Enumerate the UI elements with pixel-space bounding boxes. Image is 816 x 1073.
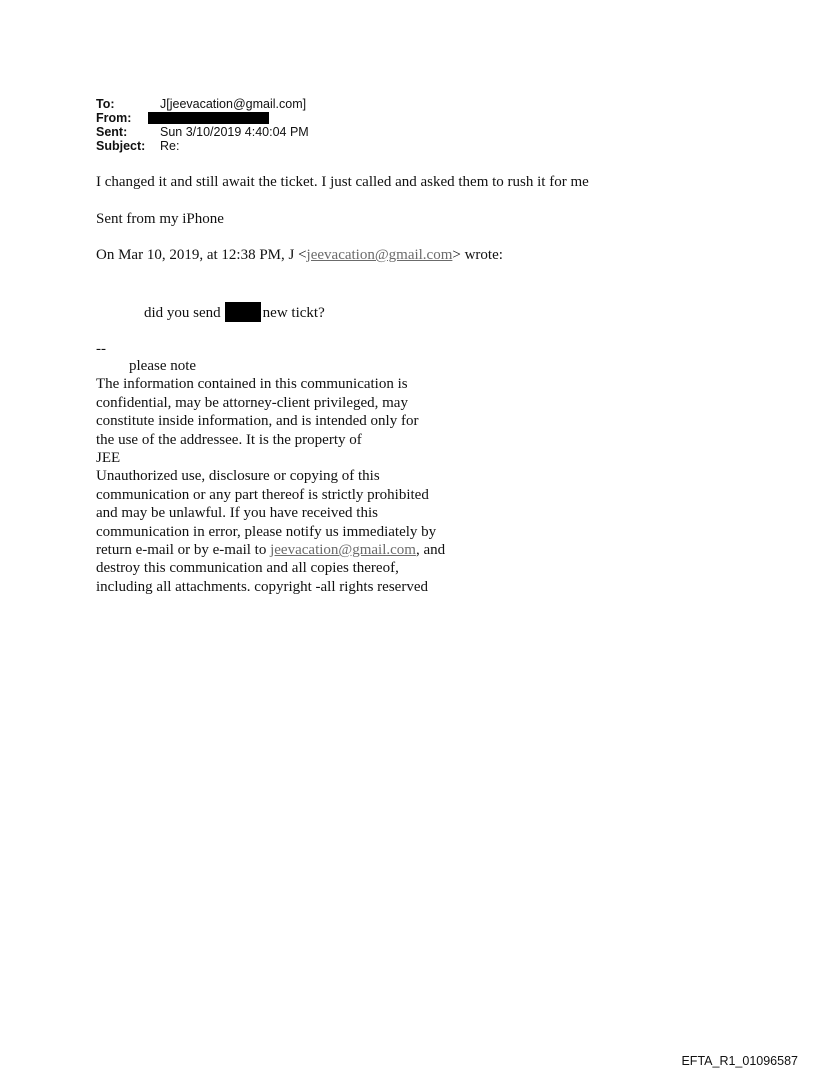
disclaimer-line: including all attachments. copyright -all rights reserved <box>96 578 428 595</box>
disclaimer-line: communication or any part thereof is strictly prohibited <box>96 486 429 503</box>
quote-attribution <box>96 246 503 264</box>
to-value: J[jeevacation@gmail.com] <box>160 97 307 111</box>
subject-label: Subject: <box>96 139 146 153</box>
disclaimer-note: please note <box>129 358 197 374</box>
to-label: To: <box>96 97 115 111</box>
disclaimer-line: the use of the addressee. It is the property of <box>96 431 362 448</box>
quote-suffix: > wrote: <box>452 247 503 263</box>
quote-prefix: On Mar 10, 2019, at 12:38 PM, J < <box>96 247 307 263</box>
disclaimer-line: JEE <box>96 450 121 467</box>
from-redaction <box>148 112 269 124</box>
sent-value: Sun 3/10/2019 4:40:04 PM <box>160 125 309 139</box>
quoted-before: did you send <box>144 305 221 321</box>
disclaimer-line: communication in error, please notify us immediately by <box>96 523 437 540</box>
subject-value: Re: <box>160 139 180 153</box>
disclaimer-pre-link: return e-mail or by e-mail to <box>96 542 271 559</box>
disclaimer-email-link[interactable]: jeevacation@gmail.com <box>270 542 416 559</box>
to-row <box>96 97 309 111</box>
from-row <box>96 111 309 125</box>
disclaimer-line: The information contained in this communication is <box>96 376 408 393</box>
message-body: I changed it and still await the ticket. I just called and asked them to rush it for me <box>96 174 589 190</box>
email-header <box>96 97 309 153</box>
disclaimer-line: and may be unlawful. If you have received this <box>96 505 378 522</box>
from-label: From: <box>96 111 132 125</box>
disclaimer-line: destroy this communication and all copies thereof, <box>96 560 399 577</box>
quoted-redaction <box>225 302 261 322</box>
quoted-message <box>144 302 325 322</box>
sent-row <box>96 125 309 139</box>
quote-email-link[interactable]: jeevacation@gmail.com <box>306 247 453 263</box>
disclaimer-post-link: , and <box>415 542 446 559</box>
quoted-after: new tickt? <box>262 305 325 321</box>
disclaimer <box>96 357 445 596</box>
subject-row <box>96 139 309 153</box>
disclaimer-line: confidential, may be attorney-client privileged, may <box>96 394 408 411</box>
sent-label: Sent: <box>96 125 128 139</box>
message-signature: Sent from my iPhone <box>96 211 224 227</box>
signature-separator: -- <box>96 341 106 357</box>
disclaimer-link-line <box>96 541 445 559</box>
disclaimer-line: Unauthorized use, disclosure or copying of this <box>96 468 380 485</box>
disclaimer-line: constitute inside information, and is intended only for <box>96 413 419 430</box>
document-id: EFTA_R1_01096587 <box>681 1054 798 1068</box>
